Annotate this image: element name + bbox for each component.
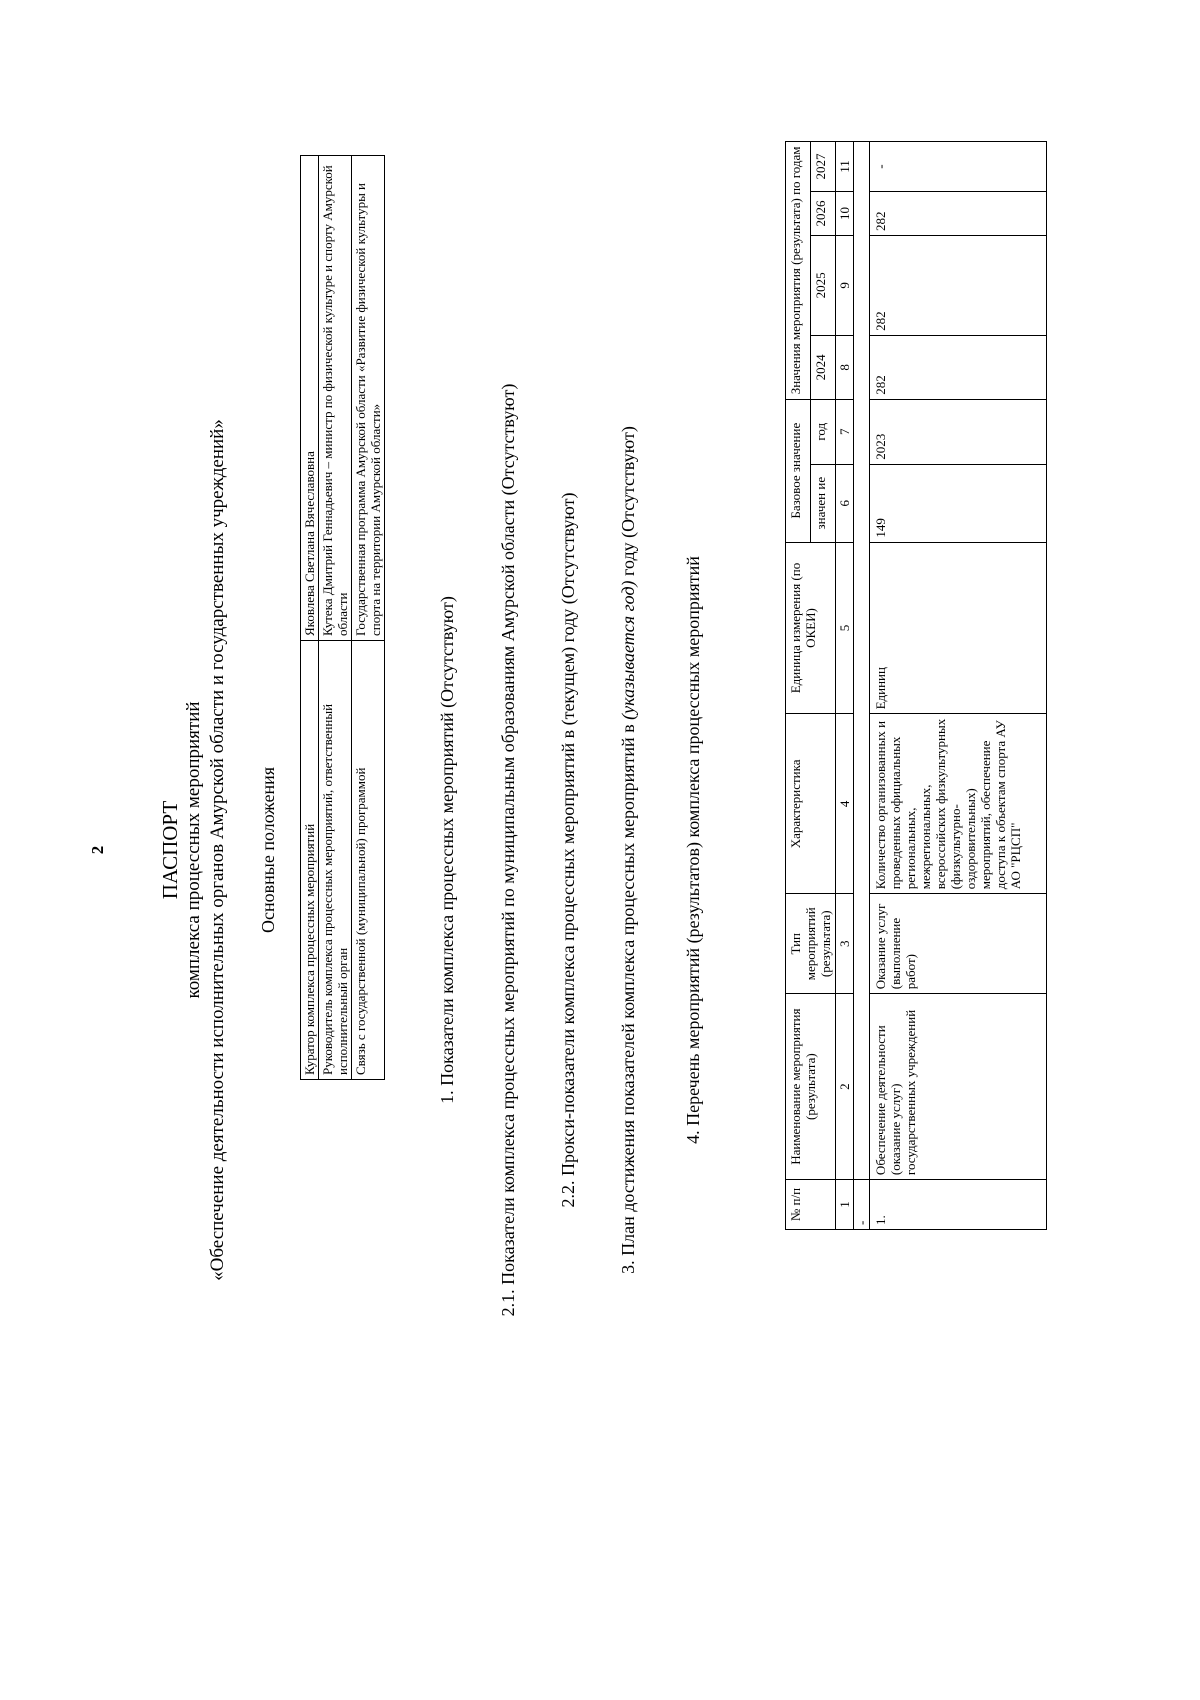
header-year-2026: 2026 xyxy=(811,192,836,236)
column-number-row xyxy=(836,142,854,1230)
column-number: 11 xyxy=(836,142,854,192)
column-number: 2 xyxy=(836,994,854,1180)
row-name: Обеспечение деятельности (оказание услуг) государственных учреждений xyxy=(870,994,1047,1180)
title-complex-name: «Обеспечение деятельности исполнительных органов Амурской области и государственных учреждений» xyxy=(207,419,228,1281)
separator-blank xyxy=(854,142,870,1180)
row-num: 1. xyxy=(870,1180,1047,1230)
row-base-value: 149 xyxy=(870,464,1047,542)
table-row xyxy=(352,156,385,1080)
basic-value: Государственная программа Амурской области «Развитие физической культуры и спорта на территории Амурской области» xyxy=(352,156,385,641)
row-value-2024: 282 xyxy=(870,335,1047,399)
row-base-year: 2023 xyxy=(870,399,1047,464)
column-number: 3 xyxy=(836,894,854,994)
row-characteristic: Количество организованных и проведенных официальных региональных, межрегиональных, всероссийских физкультурных (физкультурно-оздоровительных) мероприятий, обеспечение доступа к объектам спорта АУ АО "РЦСП" xyxy=(870,714,1047,894)
section-3 xyxy=(618,0,639,1700)
separator-row xyxy=(854,142,870,1230)
basic-heading: Основные положения xyxy=(258,767,278,933)
column-number: 1 xyxy=(836,1180,854,1230)
column-number: 10 xyxy=(836,192,854,236)
table-row xyxy=(319,156,352,1080)
row-type: Оказание услуг (выполнение работ) xyxy=(870,894,1047,994)
basic-label: Куратор комплекса процессных мероприятий xyxy=(301,641,319,1080)
table-header-row xyxy=(786,142,811,1230)
column-number: 5 xyxy=(836,542,854,714)
header-type: Тип мероприятий (результата) xyxy=(786,894,836,994)
document-title xyxy=(158,0,230,1700)
section-1: 1. Показатели комплекса процессных мероприятий (Отсутствуют) xyxy=(437,596,457,1104)
header-year-2027: 2027 xyxy=(811,142,836,192)
header-name: Наименование мероприятия (результата) xyxy=(786,994,836,1180)
header-num: № п/п xyxy=(786,1180,836,1230)
section-3-italic: (указывается год) xyxy=(618,580,638,720)
row-value-2027: - xyxy=(870,142,1047,192)
table-row xyxy=(870,142,1047,1230)
basic-label: Связь с государственной (муниципальной) программой xyxy=(352,641,385,1080)
header-base: Базовое значение xyxy=(786,399,811,542)
header-year-2024: 2024 xyxy=(811,335,836,399)
header-values-by-year: Значения мероприятия (результата) по годам xyxy=(786,142,811,400)
basic-provisions-table xyxy=(300,155,385,1080)
section-2-1: 2.1. Показатели комплекса процессных мероприятий по муниципальным образованиям Амурской области (Отсутствуют) xyxy=(498,383,518,1317)
title-main: ПАСПОРТ xyxy=(158,800,182,900)
section-2-2: 2.2. Прокси-показатели комплекса процессных мероприятий в (текущем) году (Отсутствуют) xyxy=(558,492,578,1208)
title-subtitle: комплекса процессных мероприятий xyxy=(183,701,204,999)
column-number: 4 xyxy=(836,714,854,894)
header-base-year: год xyxy=(811,399,836,464)
basic-value: Кутека Дмитрий Геннадьевич – министр по физической культуре и спорту Амурской области xyxy=(319,156,352,641)
row-value-2026: 282 xyxy=(870,192,1047,236)
section-4: 4. Перечень мероприятий (результатов) комплекса процессных мероприятий xyxy=(683,556,703,1144)
column-number: 9 xyxy=(836,235,854,335)
row-unit: Единиц xyxy=(870,542,1047,714)
column-number: 8 xyxy=(836,335,854,399)
basic-value: Яковлева Светлана Вячеславовна xyxy=(301,156,319,641)
column-number: 7 xyxy=(836,399,854,464)
page-number: 2 xyxy=(88,845,107,855)
section-3-tail: году (Отсутствуют) xyxy=(618,426,638,581)
header-base-value: значен ие xyxy=(811,464,836,542)
column-number: 6 xyxy=(836,464,854,542)
events-table xyxy=(785,141,1047,1230)
separator-cell: - xyxy=(854,1180,870,1230)
header-characteristic: Характеристика xyxy=(786,714,836,894)
header-unit: Единица измерения (по ОКЕИ) xyxy=(786,542,836,714)
basic-label: Руководитель комплекса процессных мероприятий, ответственный исполнительный орган xyxy=(319,641,352,1080)
table-row xyxy=(301,156,319,1080)
row-value-2025: 282 xyxy=(870,235,1047,335)
header-year-2025: 2025 xyxy=(811,235,836,335)
section-3-text: 3. План достижения показателей комплекса процессных мероприятий в xyxy=(618,719,638,1274)
